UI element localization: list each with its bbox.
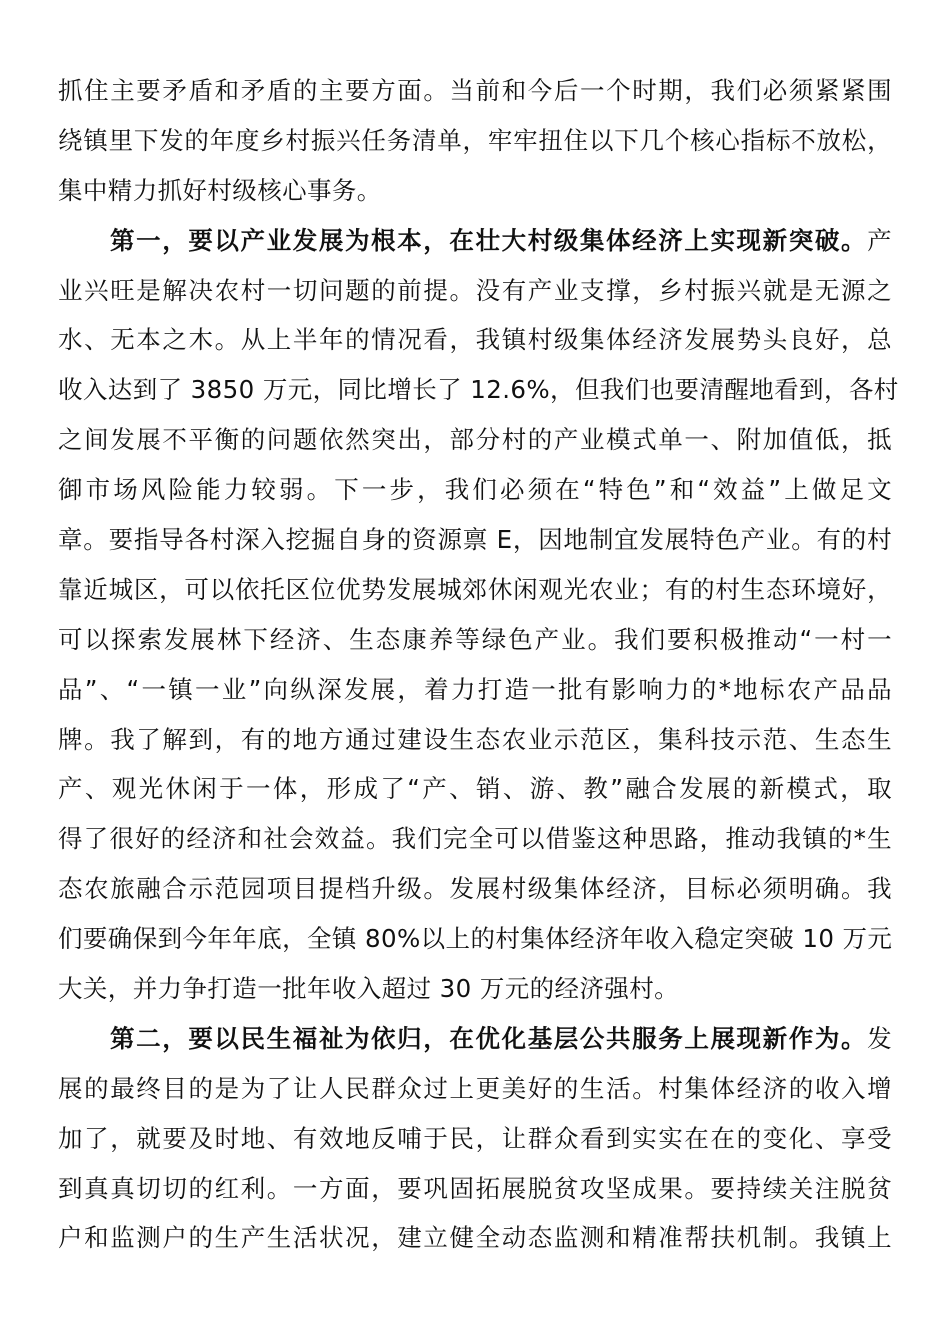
text-line: 可以探索发展林下经济、生态康养等绿色产业。我们要积极推动“一村一: [58, 624, 892, 654]
paragraph-point-two: [58, 1014, 892, 1263]
document-page: [58, 66, 899, 1263]
text-line: 集中精力抓好村级核心事务。: [58, 175, 382, 205]
text-line: 们要确保到今年年底，全镇 80%以上的村集体经济年收入稳定突破 10 万元: [58, 924, 893, 954]
heading-line: [58, 216, 892, 266]
text-line: 章。要指导各村深入挖掘自身的资源禀 E，因地制宜发展特色产业。有的村: [58, 525, 892, 555]
text-line: 得了很好的经济和社会效益。我们完全可以借鉴这种思路，推动我镇的*生: [58, 824, 892, 854]
text-line: 水、无本之木。从上半年的情况看，我镇村级集体经济发展势头良好，总: [58, 325, 892, 355]
section-heading-point-one: 第一，要以产业发展为根本，在壮大村级集体经济上实现新突破。: [110, 225, 868, 255]
text-line: 抓住主要矛盾和矛盾的主要方面。当前和今后一个时期，我们必须紧紧围: [58, 76, 892, 105]
paragraph-intro: [58, 66, 892, 216]
text-line: 展的最终目的是为了让人民群众过上更美好的生活。村集体经济的收入增: [58, 1073, 892, 1103]
heading-trailing-text: 发: [867, 1023, 892, 1053]
text-line: 户和监测户的生产生活状况，建立健全动态监测和精准帮扶机制。我镇上: [58, 1223, 892, 1253]
text-line: 品”、“一镇一业”向纵深发展，着力打造一批有影响力的*地标农产品品: [58, 674, 892, 704]
heading-trailing-text: 产: [867, 225, 892, 255]
text-line: 业兴旺是解决农村一切问题的前提。没有产业支撑，乡村振兴就是无源之: [58, 275, 892, 305]
section-heading-point-two: 第二，要以民生福祉为依归，在优化基层公共服务上展现新作为。: [110, 1023, 868, 1053]
text-line: 之间发展不平衡的问题依然突出，部分村的产业模式单一、附加值低，抵: [58, 425, 892, 455]
paragraph-point-one: [58, 216, 899, 1014]
text-line: 绕镇里下发的年度乡村振兴任务清单，牢牢扭住以下几个核心指标不放松，: [58, 125, 892, 155]
text-line: 收入达到了 3850 万元，同比增长了 12.6%，但我们也要清醒地看到，各村: [58, 375, 899, 405]
heading-line: [58, 1014, 892, 1064]
text-line: 大关，并力争打造一批年收入超过 30 万元的经济强村。: [58, 974, 680, 1004]
text-line: 加了，就要及时地、有效地反哺于民，让群众看到实实在在的变化、享受: [58, 1123, 892, 1153]
text-line: 御市场风险能力较弱。下一步，我们必须在“特色”和“效益”上做足文: [58, 475, 892, 505]
text-line: 到真真切切的红利。一方面，要巩固拓展脱贫攻坚成果。要持续关注脱贫: [58, 1173, 892, 1203]
text-line: 态农旅融合示范园项目提档升级。发展村级集体经济，目标必须明确。我: [58, 874, 892, 904]
text-line: 靠近城区，可以依托区位优势发展城郊休闲观光农业；有的村生态环境好，: [58, 574, 892, 604]
text-line: 产、观光休闲于一体，形成了“产、销、游、教”融合发展的新模式，取: [58, 774, 892, 804]
text-line: 牌。我了解到，有的地方通过建设生态农业示范区，集科技示范、生态生: [58, 724, 892, 754]
